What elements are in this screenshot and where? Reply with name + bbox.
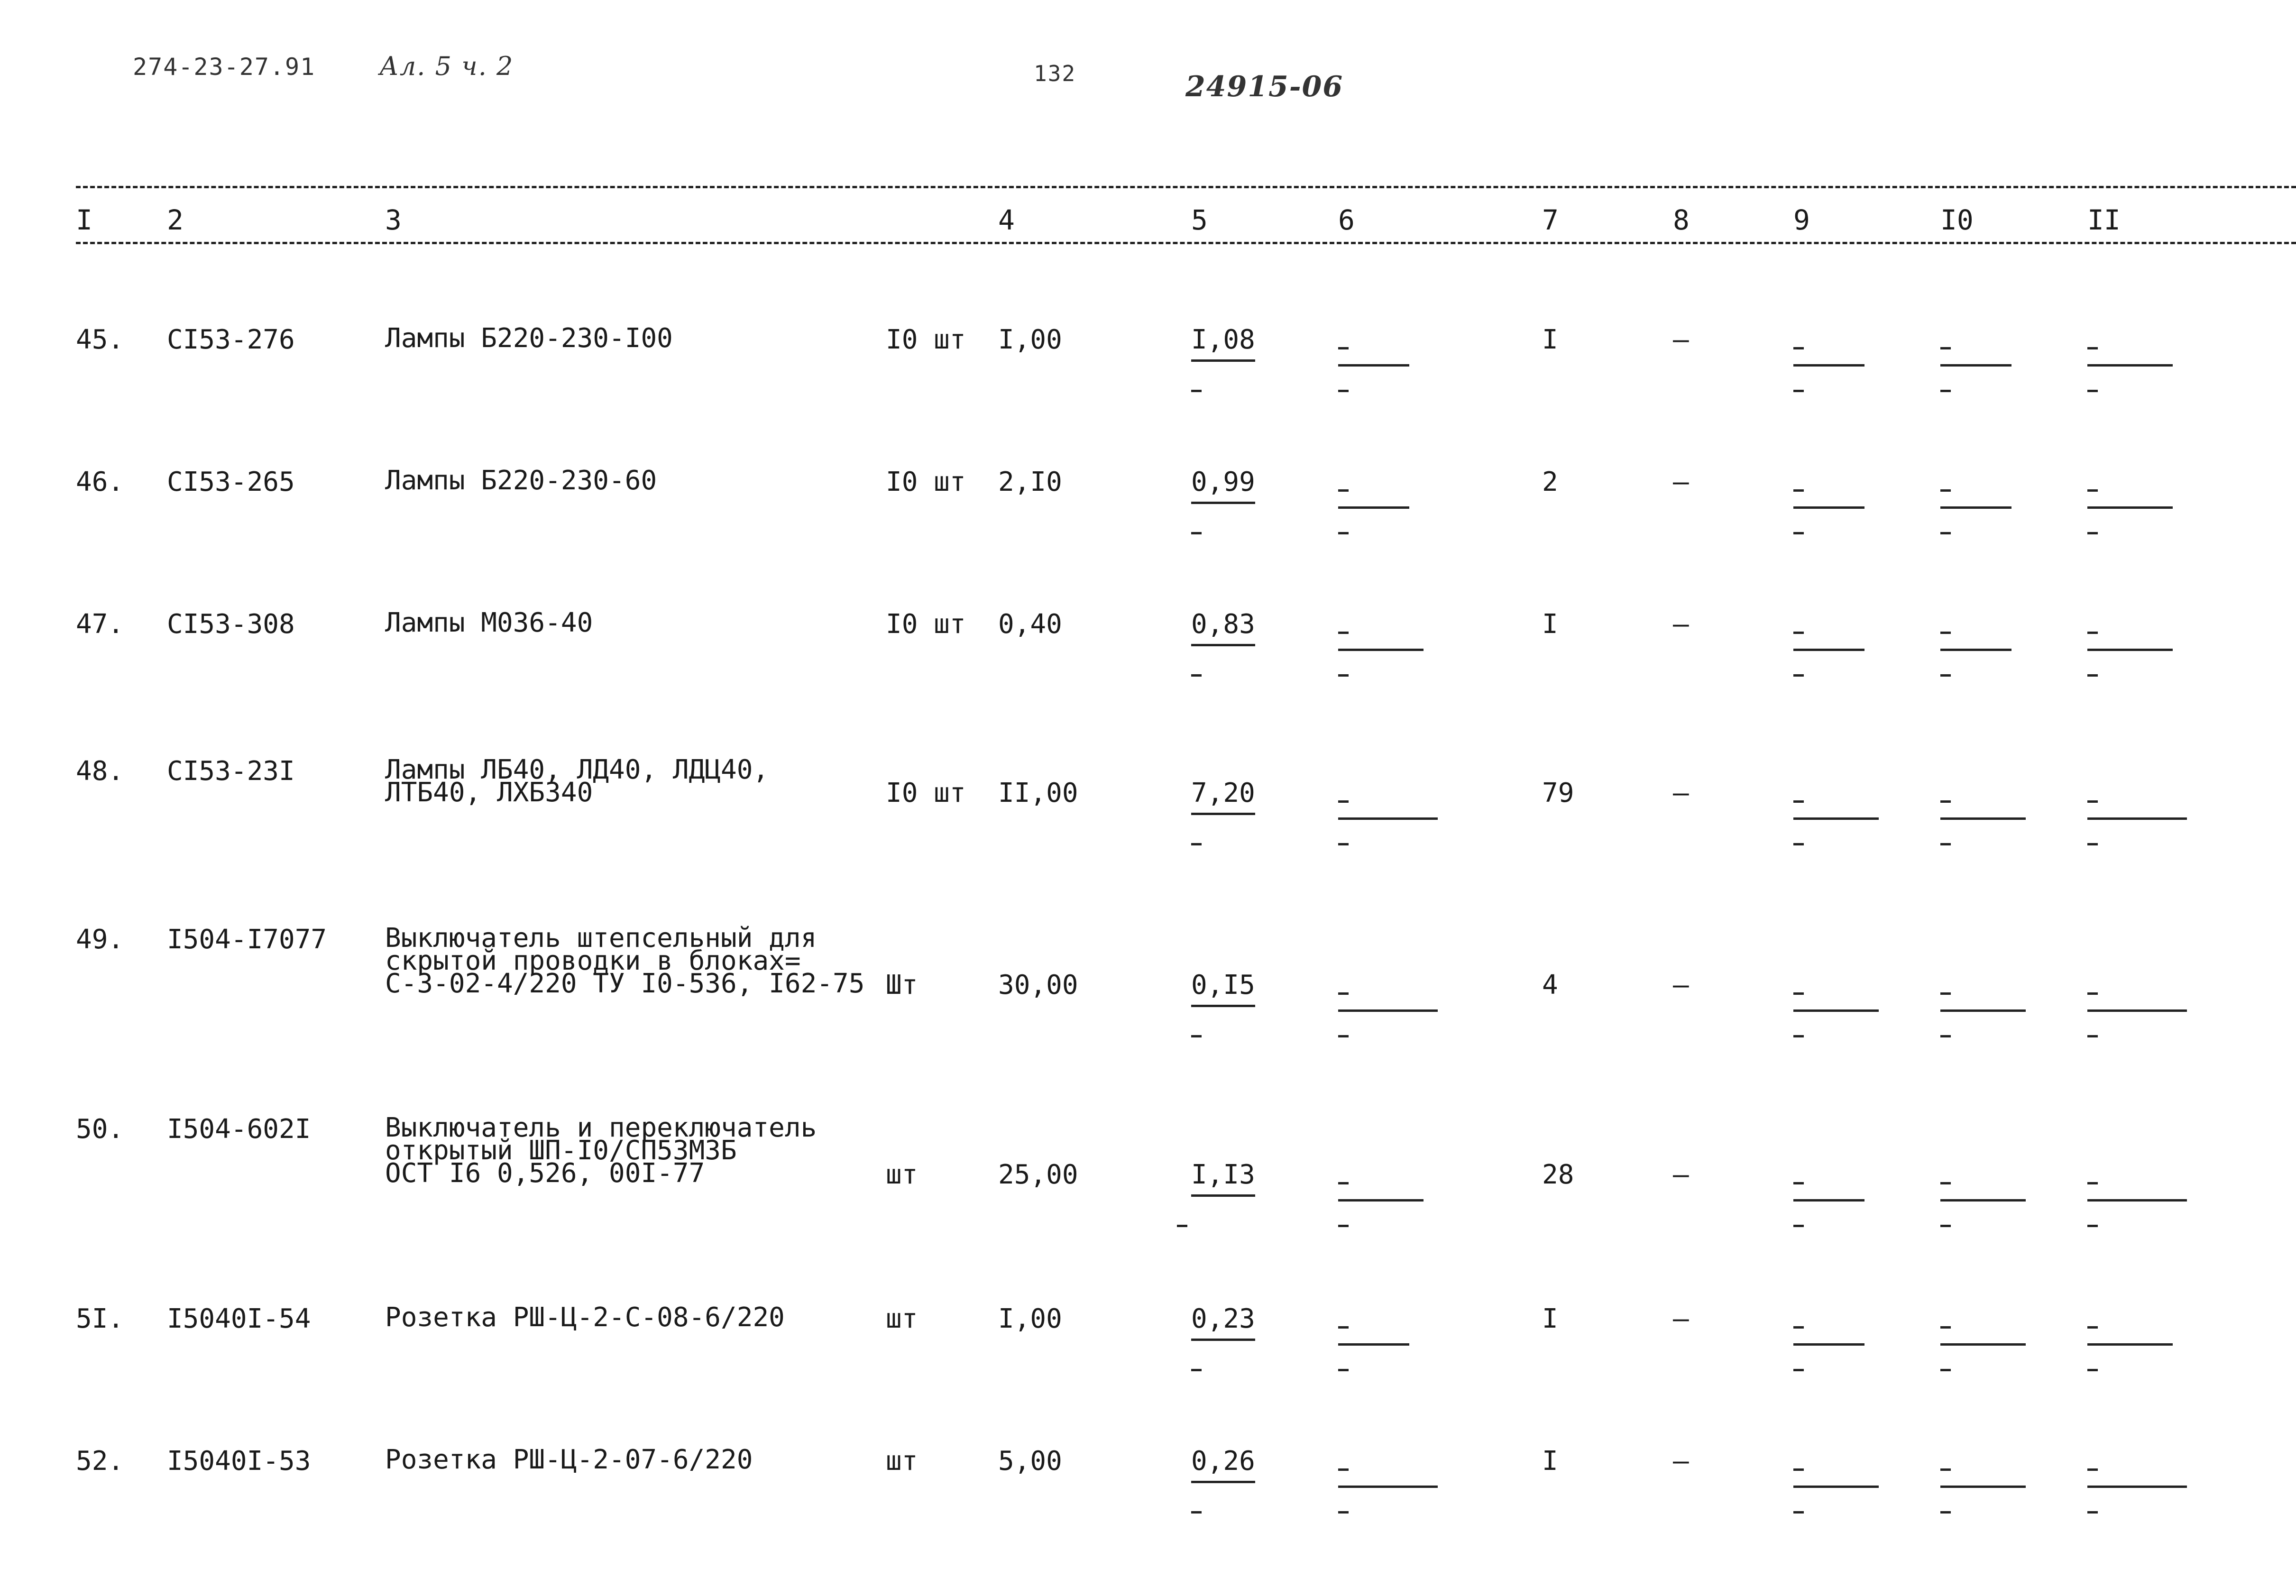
value-col8: – [1673,1159,1689,1190]
description-line: Лампы М036-40 [385,607,593,638]
dash-mark [2087,1035,2098,1037]
dash-mark [1940,800,1951,803]
table-row [0,607,2296,754]
dash-mark [1793,674,1804,677]
value-col7: 79 [1542,778,1574,808]
dash-mark [1338,489,1349,492]
dash-mark [1338,674,1349,677]
dash-mark [1793,1182,1804,1184]
item-description [385,607,593,638]
dash-mark [1338,632,1349,634]
fraction-line [2087,364,2173,367]
fraction-line [2087,649,2173,651]
description-line: Лампы Б220-230-60 [385,465,657,496]
fraction-line [1940,817,2026,820]
value-col5: I,I3 [1191,1162,1255,1197]
header-rule-top [76,186,2296,188]
column-number-8: 8 [1673,204,1690,236]
value-col7: I [1542,609,1558,640]
row-number: 50. [76,1114,124,1145]
quantity: I,00 [998,1303,1062,1334]
value-col8: – [1673,1446,1689,1477]
row-number: 46. [76,467,124,497]
dash-mark [1940,532,1951,534]
dash-mark [1940,1369,1951,1371]
column-number-3: 3 [385,204,402,236]
unit: шт [886,1446,918,1477]
dash-mark [1940,1468,1951,1471]
unit: шт [886,1303,918,1334]
dash-mark [1338,843,1349,845]
dash-mark [1940,347,1951,349]
value-col8: – [1673,324,1689,355]
dash-mark [1940,992,1951,995]
dash-mark [1338,390,1349,392]
dash-mark [1338,1182,1349,1184]
item-code: I504-I7077 [167,924,327,955]
dash-mark [1940,1326,1951,1329]
dash-mark [2087,1468,2098,1471]
description-line: Розетка РШ-Ц-2-С-08-6/220 [385,1302,785,1333]
dash-mark [1338,1369,1349,1371]
value-col7: I [1542,324,1558,355]
dash-mark [1793,992,1804,995]
dash-mark [1793,532,1804,534]
fraction-line [1793,1486,1879,1488]
value-col5: 0,23 [1191,1306,1255,1341]
quantity: I,00 [998,324,1062,355]
fraction-line [2087,506,2173,509]
table-row [0,465,2296,612]
table-row [0,754,2296,901]
fraction-line [1940,364,2011,367]
value-col8: – [1673,609,1689,640]
fraction-line [2087,817,2187,820]
description-line: Лампы ЛБ40, ЛД40, ЛДЦ40, [385,754,769,785]
value-col8: – [1673,778,1689,808]
fraction-line [2087,1343,2173,1346]
dash-mark [1940,674,1951,677]
dash-mark [1191,843,1202,845]
fraction-line [1338,1009,1438,1012]
item-code: CI53-265 [167,467,295,497]
dash-mark [2087,532,2098,534]
fraction-line [1338,364,1409,367]
quantity: 2,I0 [998,467,1062,497]
fraction-line [1793,364,1864,367]
value-col5: I,08 [1191,327,1255,362]
table-row [0,1302,2296,1449]
column-number-2: 2 [167,204,184,236]
description-line: открытый ШП-I0/СП53М3Б [385,1135,737,1166]
dash-mark [1338,347,1349,349]
row-number: 5I. [76,1303,124,1334]
unit: шт [886,1159,918,1190]
unit: I0 шт [886,324,966,355]
item-description [385,323,673,354]
dash-mark [2087,390,2098,392]
quantity: II,00 [998,778,1078,808]
fraction-line [1338,649,1424,651]
column-number-11: II [2087,204,2121,236]
dash-mark [2087,674,2098,677]
column-number-4: 4 [998,204,1015,236]
dash-mark [1793,1468,1804,1471]
item-description [385,465,657,496]
dash-mark [2087,843,2098,845]
column-number-6: 6 [1338,204,1355,236]
value-col7: 4 [1542,970,1558,1000]
item-description [385,1444,753,1475]
column-number-7: 7 [1542,204,1559,236]
dash-mark [2087,1369,2098,1371]
dash-mark [1191,1035,1202,1037]
sheet-note: Ал. 5 ч. 2 [379,51,514,81]
description-line: ЛТБ40, ЛХБ340 [385,777,593,808]
item-description [385,1112,817,1189]
table-row [0,323,2296,469]
description-line: скрытой проводки в блоках= [385,945,801,976]
dash-mark [1940,1035,1951,1037]
item-code: I5040I-53 [167,1446,311,1477]
dash-mark [1191,674,1202,677]
column-number-1: I [76,204,92,236]
row-number: 49. [76,924,124,955]
quantity: 25,00 [998,1159,1078,1190]
dash-mark [1338,1326,1349,1329]
item-code: I504-602I [167,1114,311,1145]
fraction-line [1793,649,1864,651]
fraction-line [1793,1199,1864,1202]
dash-mark [1940,843,1951,845]
item-code: CI53-23I [167,756,295,787]
description-line: Выключатель штепсельный для [385,923,817,954]
value-col5: 0,83 [1191,612,1255,646]
fraction-line [1793,817,1879,820]
column-number-10: I0 [1940,204,1974,236]
description-line: Выключатель и переключатель [385,1112,817,1143]
column-number-9: 9 [1793,204,1810,236]
description-line: С-3-02-4/220 ТУ I0-536, I62-75 [385,968,865,999]
quantity: 0,40 [998,609,1062,640]
dash-mark [1940,390,1951,392]
doc-number: 24915-06 [1185,70,1344,103]
document-code: 274-23-27.91 [133,53,316,81]
dash-mark [2087,632,2098,634]
dash-mark [1793,1225,1804,1227]
item-code: I5040I-54 [167,1303,311,1334]
value-col5: 7,20 [1191,780,1255,815]
dash-mark [1940,489,1951,492]
dash-mark [1338,1511,1349,1513]
dash-mark [2087,347,2098,349]
item-description [385,1302,785,1333]
fraction-line [1793,1343,1864,1346]
value-col8: – [1673,1303,1689,1334]
row-number: 45. [76,324,124,355]
value-col5: 0,I5 [1191,972,1255,1007]
fraction-line [1338,1486,1438,1488]
unit: I0 шт [886,778,966,808]
dash-mark [1191,532,1202,534]
unit: I0 шт [886,467,966,497]
value-col5: 0,99 [1191,469,1255,504]
dash-mark [1940,1511,1951,1513]
dash-mark [1793,1511,1804,1513]
dash-mark [1793,1326,1804,1329]
dash-mark [1338,532,1349,534]
dash-mark [1338,800,1349,803]
fraction-line [1793,506,1864,509]
fraction-line [2087,1486,2187,1488]
value-col7: I [1542,1303,1558,1334]
item-description [385,923,865,999]
value-col7: 2 [1542,467,1558,497]
description-line: Лампы Б220-230-I00 [385,323,673,354]
quantity: 30,00 [998,970,1078,1000]
dash-mark [1338,992,1349,995]
description-line: Розетка РШ-Ц-2-07-6/220 [385,1444,753,1475]
fraction-line [1940,1486,2026,1488]
dash-mark [1940,1225,1951,1227]
unit: I0 шт [886,609,966,640]
dash-mark [2087,800,2098,803]
dash-mark [1793,390,1804,392]
dash-mark [1177,1225,1187,1227]
table-row [0,1444,2296,1591]
dash-mark [1793,843,1804,845]
dash-mark [1338,1468,1349,1471]
dash-mark [1940,1182,1951,1184]
fraction-line [2087,1009,2187,1012]
row-number: 48. [76,756,124,787]
header-rule-bottom [76,242,2296,244]
dash-mark [1793,1035,1804,1037]
dash-mark [1793,489,1804,492]
dash-mark [1191,1369,1202,1371]
fraction-line [1793,1009,1879,1012]
fraction-line [1940,506,2011,509]
table-row [0,923,2296,1069]
dash-mark [1191,1511,1202,1513]
dash-mark [2087,489,2098,492]
dash-mark [2087,1326,2098,1329]
dash-mark [2087,992,2098,995]
unit: Шт [886,970,918,1000]
row-number: 47. [76,609,124,640]
table-row [0,1112,2296,1259]
fraction-line [1940,1199,2026,1202]
fraction-line [1940,1009,2026,1012]
column-number-5: 5 [1191,204,1208,236]
fraction-line [1338,1343,1409,1346]
value-col8: – [1673,970,1689,1000]
dash-mark [1793,347,1804,349]
quantity: 5,00 [998,1446,1062,1477]
description-line: ОСТ I6 0,526, 00I-77 [385,1158,705,1189]
item-code: CI53-308 [167,609,295,640]
item-description [385,754,769,808]
dash-mark [1793,800,1804,803]
dash-mark [1191,390,1202,392]
fraction-line [1940,1343,2026,1346]
row-number: 52. [76,1446,124,1477]
dash-mark [1793,1369,1804,1371]
dash-mark [2087,1511,2098,1513]
value-col7: I [1542,1446,1558,1477]
page-number: 132 [1034,61,1076,86]
value-col7: 28 [1542,1159,1574,1190]
fraction-line [1338,506,1409,509]
item-code: CI53-276 [167,324,295,355]
dash-mark [1940,632,1951,634]
value-col8: – [1673,467,1689,497]
fraction-line [1338,817,1438,820]
dash-mark [2087,1225,2098,1227]
fraction-line [2087,1199,2187,1202]
dash-mark [2087,1182,2098,1184]
dash-mark [1793,632,1804,634]
dash-mark [1338,1225,1349,1227]
fraction-line [1338,1199,1424,1202]
fraction-line [1940,649,2011,651]
value-col5: 0,26 [1191,1449,1255,1483]
dash-mark [1338,1035,1349,1037]
